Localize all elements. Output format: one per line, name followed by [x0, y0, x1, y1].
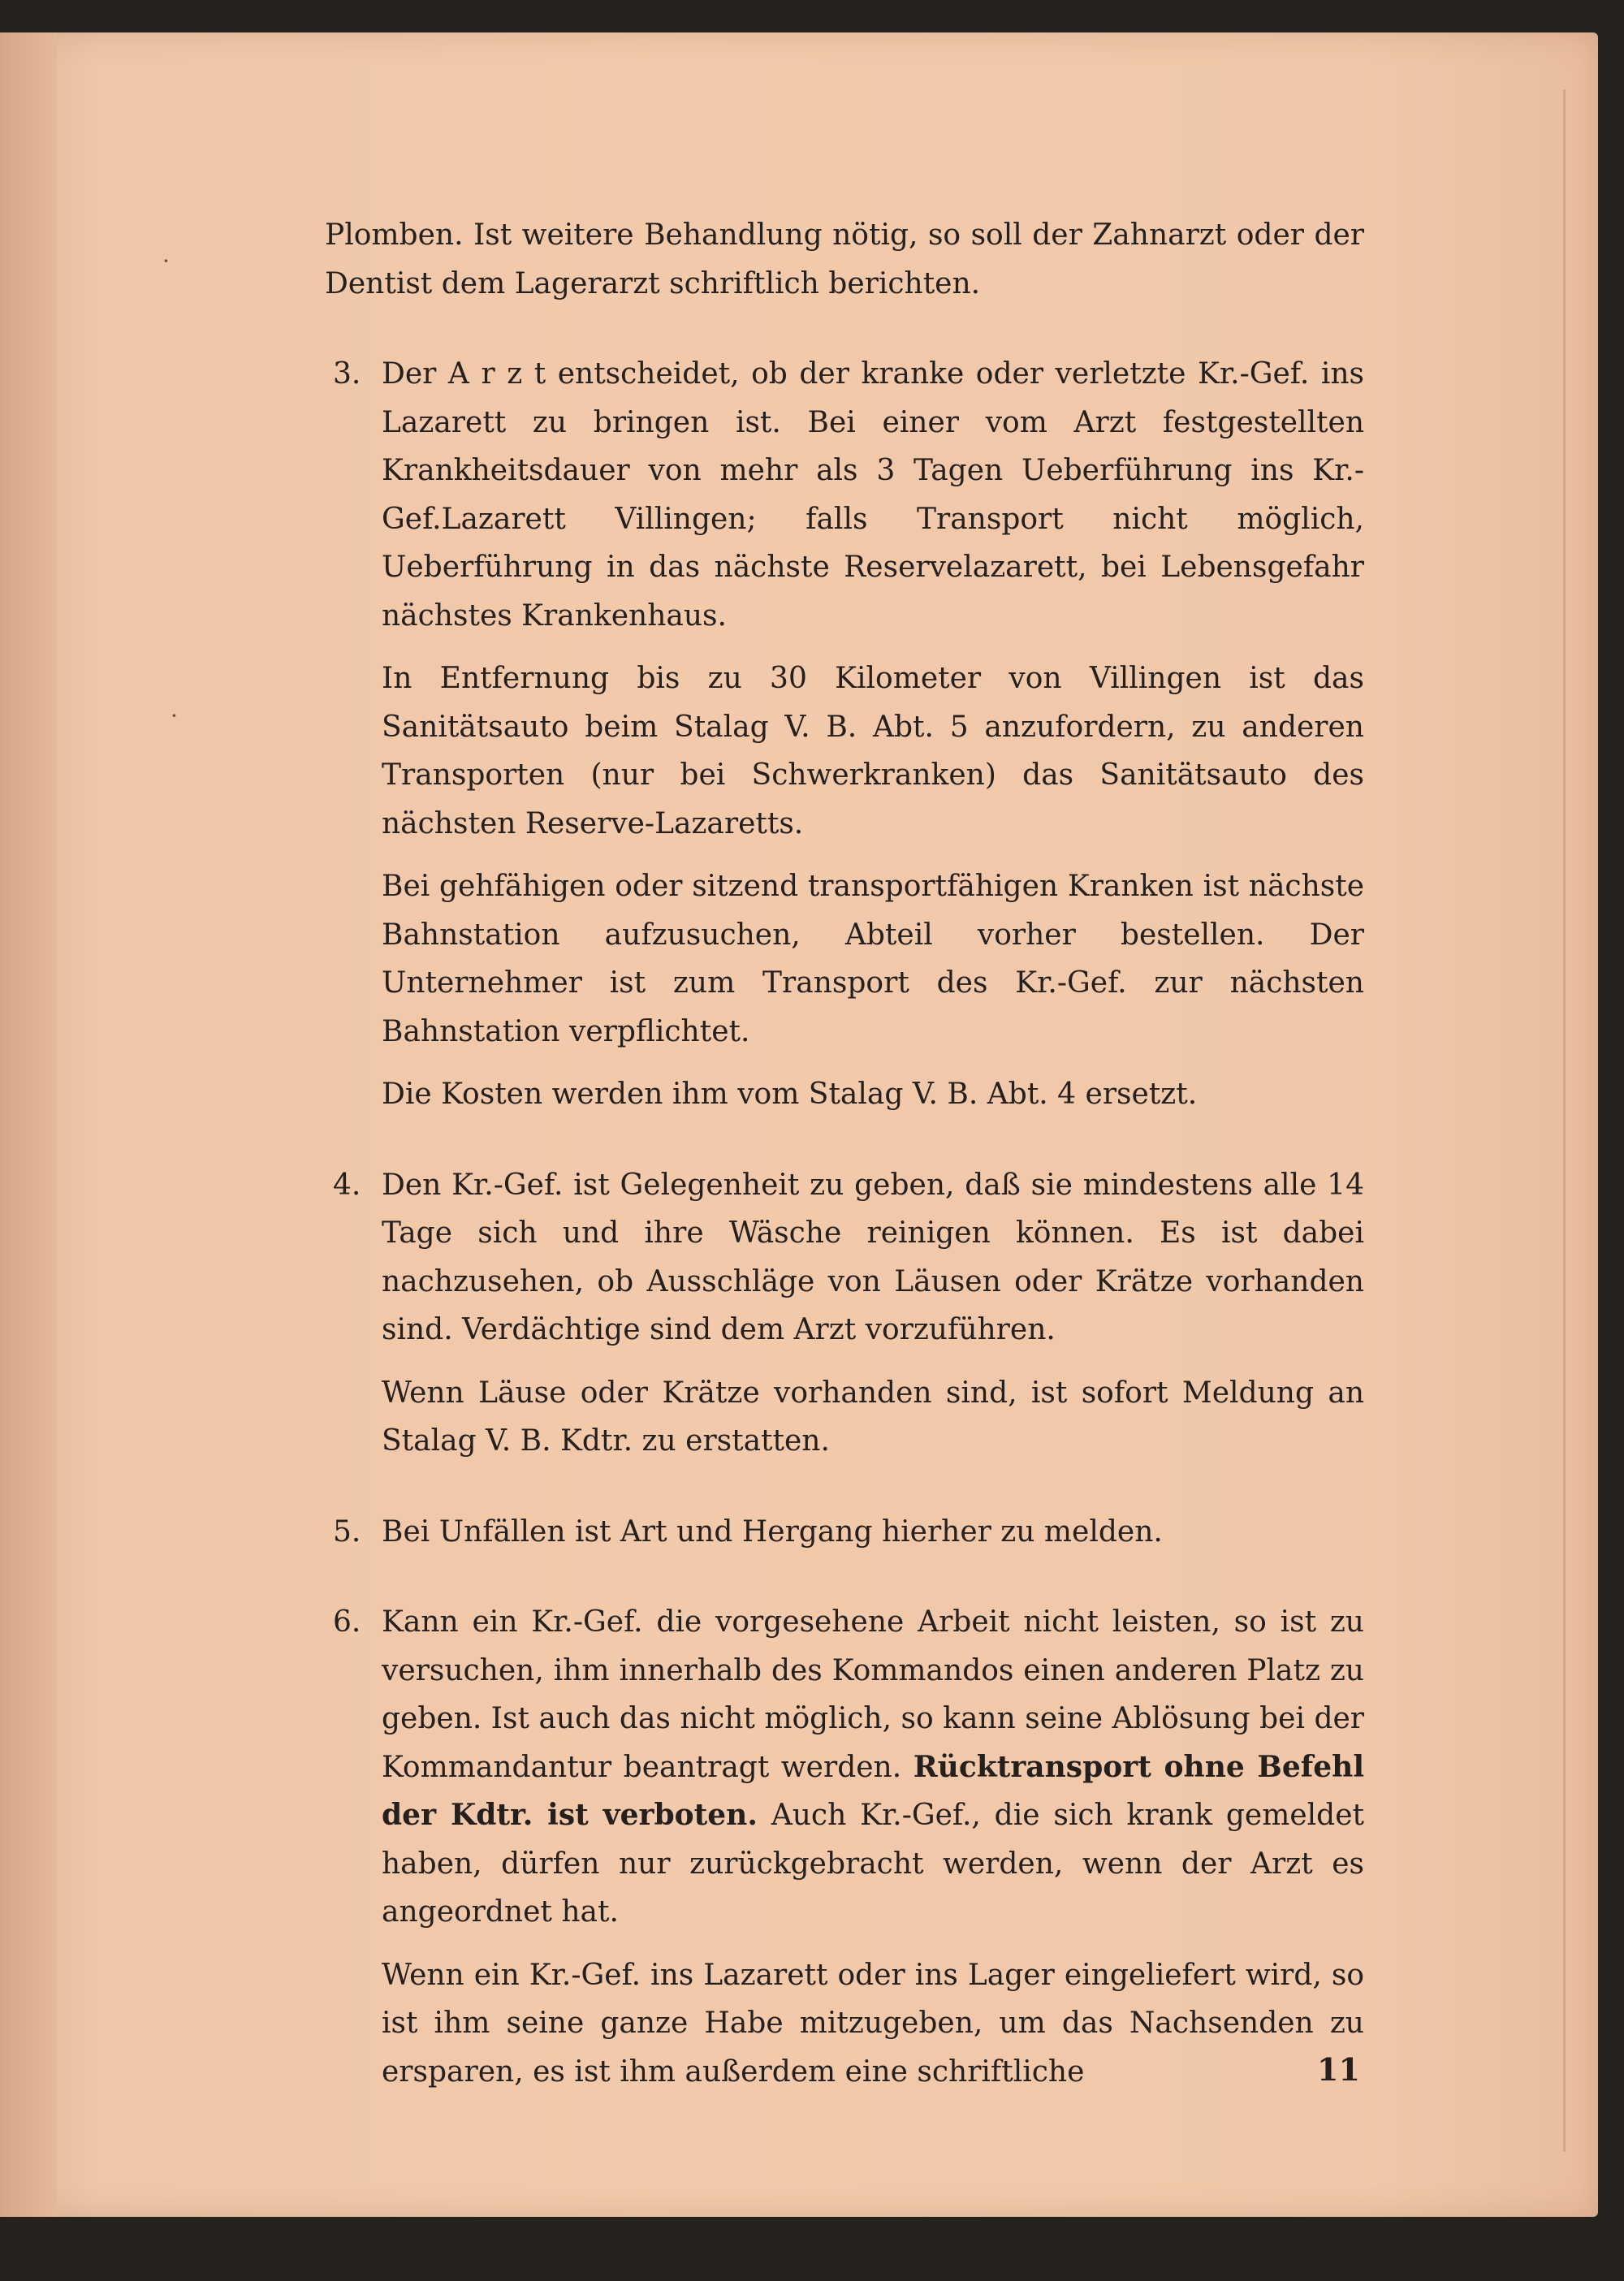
item-number: 6.: [333, 1605, 361, 1639]
paper-sheet: [0, 32, 1598, 2217]
staple-hole-mark: ·: [162, 248, 170, 274]
bold-warning: Rücktransport ohne Befehl der Kdtr. ist verboten.: [382, 1749, 1364, 1832]
page-number: 11: [1317, 2051, 1360, 2088]
list-item-4: [325, 1161, 1364, 1466]
paragraph: Wenn ein Kr.-Gef. ins Lazarett oder ins Lager eingeliefert wird, so ist ihm seine ganze Habe mitzugeben, um das Nachsenden zu ersparen, es ist ihm außerdem eine schriftliche: [382, 1958, 1364, 2089]
list-item-3: [325, 350, 1364, 1119]
sentence: Auch Kr.-Gef., die sich krank gemeldet haben, dürfen nur zurückgebracht werden, wenn der Arzt es angeordnet hat.: [382, 1799, 1364, 1929]
paragraph: [382, 1598, 1364, 1937]
list-item-5: [325, 1508, 1364, 1557]
item-number: 3.: [333, 357, 361, 391]
paragraph: Bei gehfähigen oder sitzend transportfähigen Kranken ist nächste Bahnstation aufzusuchen, Abteil vorher bestellen. Der Unternehmer ist zum Transport des Kr.-Gef. zur nächsten Bahnstation verpflichtet.: [382, 870, 1364, 1048]
paragraph: Bei Unfällen ist Art und Hergang hierher zu melden.: [382, 1514, 1163, 1549]
sentence: Kann ein Kr.-Gef. die vorgesehene Arbeit nicht leisten, so ist zu versuchen, ihm innerhalb des Kommandos einen anderen Platz zu geben. Ist auch das nicht möglich, so kann seine Ablösung bei der Kommandantur beantragt werden.: [382, 1605, 1364, 1784]
paragraph: Die Kosten werden ihm vom Stalag V. B. Abt. 4 ersetzt.: [382, 1078, 1198, 1111]
body-text: [325, 211, 1364, 2096]
binding-gutter: [0, 32, 57, 2217]
paragraph: Den Kr.-Gef. ist Gelegenheit zu geben, daß sie mindestens alle 14 Tage sich und ihre Wäsche reinigen können. Es ist dabei nachzusehen, ob Ausschläge von Läusen oder Krätze vorhanden sind. Verdächtige sind dem Arzt vorzuführen.: [382, 1168, 1364, 1346]
list-item-6: [325, 1598, 1364, 2096]
staple-hole-mark: ·: [171, 702, 178, 729]
item-number: 5.: [333, 1514, 361, 1549]
page-edge-shadow: [1563, 89, 1566, 2152]
paragraph: Wenn Läuse oder Krätze vorhanden sind, ist sofort Meldung an Stalag V. B. Kdtr. zu erstatten.: [382, 1376, 1364, 1458]
item-number: 4.: [333, 1168, 361, 1202]
paragraph: Plomben. Ist weitere Behandlung nötig, so soll der Zahnarzt oder der Dentist dem Lagerarzt schriftlich berichten.: [325, 218, 1364, 300]
paragraph: Der A r z t entscheidet, ob der kranke oder verletzte Kr.-Gef. ins Lazarett zu bringen ist. Bei einer vom Arzt festgestellten Krankheitsdauer von mehr als 3 Tagen Ueberführung ins Kr.-Gef.Lazarett Villingen; falls Transport nicht möglich, Ueberführung in das nächste Reservelazarett, bei Lebensgefahr nächstes Krankenhaus.: [382, 357, 1364, 633]
paragraph: In Entfernung bis zu 30 Kilometer von Villingen ist das Sanitätsauto beim Stalag V. B. Abt. 5 anzufordern, zu anderen Transporten (nur bei Schwerkranken) das Sanitätsauto des nächsten Reserve-Lazaretts.: [382, 662, 1364, 840]
